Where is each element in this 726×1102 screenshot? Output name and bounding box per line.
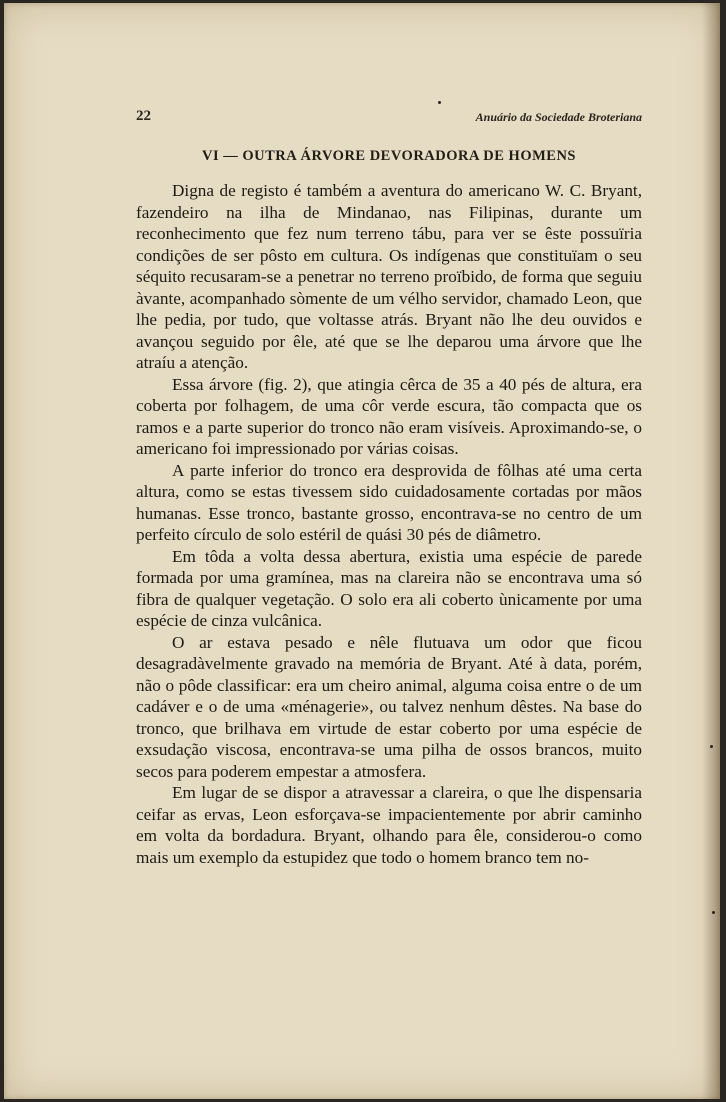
paragraph: Essa árvore (fig. 2), que atingia cêrca de 35 a 40 pés de altura, era coberta por folhagem, de uma côr verde escura, tão compacta que os ramos e a parte superior do tronco não eram visíveis. Aproximando-se, o americano foi impressionado por várias coisas. [136, 374, 642, 458]
print-speck [710, 745, 713, 748]
paragraph: Digna de registo é também a aventura do americano W. C. Bryant, fazendeiro na ilha de Mindanao, nas Filipinas, durante um reconhecimento que fez num terreno tábu, para ver se êste possuïria condições de ser pôsto em cultura. Os indígenas que constituïam o seu séquito recusaram-se a penetrar no terreno proïbido, de forma que seguiu àvante, acompanhado sòmente de um vélho servidor, chamado Leon, que lhe pedia, por tudo, que voltasse atrás. Bryant não lhe deu ouvidos e avançou seguido por êle, até que se lhe deparou uma árvore que lhe atraíu a atenção. [136, 181, 642, 372]
print-speck [712, 911, 715, 914]
paragraph: Em lugar de se dispor a atravessar a clareira, o que lhe dispensaria ceifar as ervas, Leon esforçava-se impacientemente por abrir caminho em volta da bordadura. Bryant, olhando para êle, considerou-o como mais um exemplo da estupidez que todo o homem branco tem no- [136, 783, 642, 867]
page-number: 22 [136, 108, 151, 124]
running-head: Anuário da Sociedade Broteriana [475, 110, 642, 124]
page-spine-shadow [702, 3, 720, 1099]
section-title: VI — OUTRA ÁRVORE DEVORADORA DE HOMENS [202, 148, 576, 164]
print-speck [438, 101, 441, 104]
body-text [136, 180, 642, 868]
paragraph: Em tôda a volta dessa abertura, existia uma espécie de parede formada por uma gramínea, mas na clareira não se encontrava uma só fibra de qualquer vegetação. O solo era ali coberto ùnicamente por uma espécie de cinza vulcânica. [136, 546, 642, 630]
paragraph: O ar estava pesado e nêle flutuava um odor que ficou desagradàvelmente gravado na memória de Bryant. Até à data, porém, não o pôde classificar: era um cheiro animal, alguma coisa entre o de um cadáver e o de uma «ménagerie», ou talvez nenhum dêstes. Na base do tronco, que brilhava em virtude de estar coberto por uma espécie de exsudação viscosa, encontrava-se uma pilha de ossos brancos, muito secos para poderem empestar a atmosfera. [136, 632, 642, 781]
paragraph: A parte inferior do tronco era desprovida de fôlhas até uma certa altura, como se estas tivessem sido cuidadosamente cortadas por mãos humanas. Esse tronco, bastante grosso, encontrava-se no centro de um perfeito círculo de solo estéril de quási 30 pés de diâmetro. [136, 460, 642, 544]
